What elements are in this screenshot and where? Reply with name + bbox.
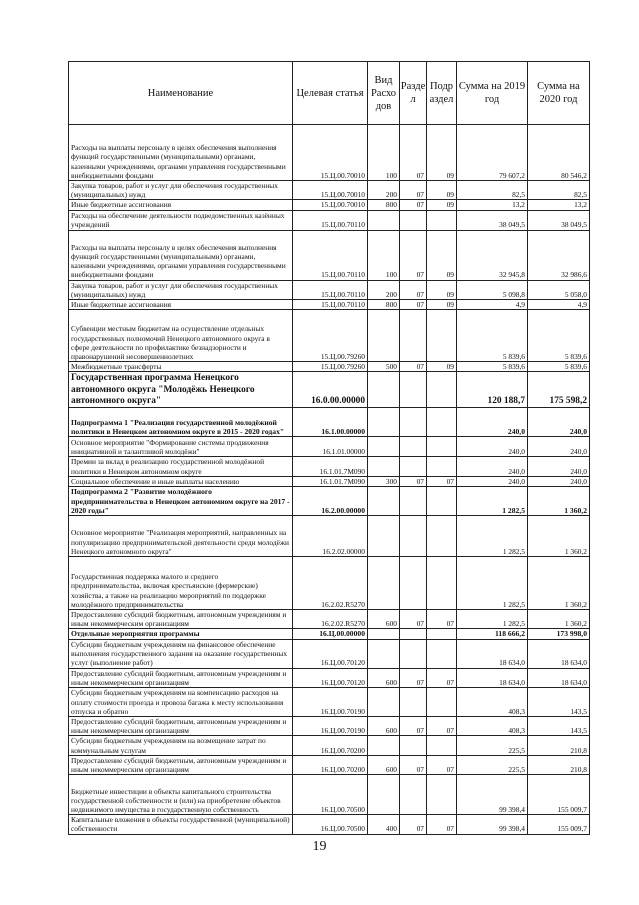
row-name-cell: Предоставление субсидий бюджетным, автономным учреждениям и иным некоммерческим организациям bbox=[69, 610, 293, 629]
row-name-cell: Закупка товаров, работ и услуг для обеспечения государственных (муниципальных) нужд bbox=[69, 181, 293, 200]
table-row bbox=[69, 755, 590, 774]
row-expense-type-cell: 800 bbox=[368, 300, 400, 310]
row-sum-2019-cell: 82,5 bbox=[457, 181, 528, 200]
row-sum-2019-cell: 1 282,5 bbox=[457, 610, 528, 629]
row-name-cell: Премии за вклад в реализацию государственной молодёжной политики в Ненецком автономном округе bbox=[69, 457, 293, 476]
row-sum-2020-cell: 80 546,2 bbox=[528, 125, 590, 181]
row-expense-type-cell bbox=[368, 688, 400, 717]
row-sum-2019-cell: 1 282,5 bbox=[457, 557, 528, 610]
row-name-cell: Подпрограмма 1 "Реализация государственной молодёжной политики в Ненецком автономном округе в 2015 - 2020 годах" bbox=[69, 408, 293, 437]
row-subsection-cell bbox=[427, 310, 457, 362]
row-sum-2020-cell: 210,8 bbox=[528, 736, 590, 755]
row-sum-2020-cell: 18 634,0 bbox=[528, 668, 590, 687]
row-section-cell bbox=[400, 516, 427, 557]
budget-table bbox=[68, 61, 590, 835]
row-target-cell: 16.Ц.00.70190 bbox=[293, 688, 368, 717]
row-target-cell: 16.Ц.00.70200 bbox=[293, 736, 368, 755]
row-sum-2019-cell: 18 634,0 bbox=[457, 639, 528, 668]
row-section-cell bbox=[400, 775, 427, 815]
row-name-cell: Капитальные вложения в объекты государственной (муниципальной) собственности bbox=[69, 815, 293, 834]
row-sum-2019-cell: 408,3 bbox=[457, 717, 528, 736]
table-row bbox=[69, 476, 590, 486]
row-subsection-cell: 07 bbox=[427, 476, 457, 486]
row-sum-2019-cell: 4,9 bbox=[457, 300, 528, 310]
row-sum-2019-cell: 79 607,2 bbox=[457, 125, 528, 181]
row-subsection-cell bbox=[427, 688, 457, 717]
row-sum-2019-cell: 240,0 bbox=[457, 457, 528, 476]
row-expense-type-cell bbox=[368, 736, 400, 755]
table-row bbox=[69, 230, 590, 280]
row-subsection-cell bbox=[427, 210, 457, 230]
row-expense-type-cell bbox=[368, 310, 400, 362]
table-row bbox=[69, 437, 590, 457]
row-target-cell: 16.2.00.00000 bbox=[293, 487, 368, 516]
row-expense-type-cell bbox=[368, 557, 400, 610]
row-section-cell: 07 bbox=[400, 230, 427, 280]
row-name-cell: Социальное обеспечение и иные выплаты населению bbox=[69, 476, 293, 486]
row-subsection-cell: 09 bbox=[427, 362, 457, 372]
row-sum-2020-cell: 240,0 bbox=[528, 437, 590, 457]
row-sum-2019-cell: 5 098,8 bbox=[457, 280, 528, 299]
row-sum-2019-cell: 408,3 bbox=[457, 688, 528, 717]
row-sum-2019-cell: 32 945,8 bbox=[457, 230, 528, 280]
row-name-cell: Расходы на выплаты персоналу в целях обеспечения выполнения функций государственными (муниципальными) органами, казенными учреждениями, органами управления государственными внебюджетными фондами bbox=[69, 125, 293, 181]
row-expense-type-cell: 600 bbox=[368, 755, 400, 774]
row-sum-2020-cell: 240,0 bbox=[528, 457, 590, 476]
row-sum-2020-cell: 175 598,2 bbox=[528, 372, 590, 408]
row-section-cell bbox=[400, 736, 427, 755]
row-target-cell: 16.2.02.R5270 bbox=[293, 610, 368, 629]
row-sum-2019-cell: 225,5 bbox=[457, 755, 528, 774]
page-number: 19 bbox=[312, 839, 327, 854]
row-subsection-cell bbox=[427, 736, 457, 755]
row-section-cell: 07 bbox=[400, 755, 427, 774]
row-target-cell: 16.2.02.R5270 bbox=[293, 557, 368, 610]
header-sum-2020: Сумма на 2020 год bbox=[528, 62, 590, 125]
row-target-cell: 15.Ц.00.70110 bbox=[293, 280, 368, 299]
row-name-cell: Субсидии бюджетным учреждениям на компенсацию расходов на оплату стоимости проезда и провоза багажа к месту использования отпуска и обратно bbox=[69, 688, 293, 717]
row-name-cell: Субсидии бюджетным учреждениям на финансовое обеспечение выполнения государственного задания на оказание государственных услуг (выполнение работ) bbox=[69, 639, 293, 668]
row-target-cell: 15.Ц.00.70010 bbox=[293, 200, 368, 210]
table-row bbox=[69, 200, 590, 210]
table-row bbox=[69, 408, 590, 437]
row-section-cell: 07 bbox=[400, 362, 427, 372]
row-subsection-cell bbox=[427, 557, 457, 610]
row-sum-2020-cell: 210,8 bbox=[528, 755, 590, 774]
row-expense-type-cell: 200 bbox=[368, 280, 400, 299]
row-expense-type-cell: 600 bbox=[368, 668, 400, 687]
row-subsection-cell: 07 bbox=[427, 755, 457, 774]
row-sum-2020-cell: 1 360,2 bbox=[528, 557, 590, 610]
row-expense-type-cell: 200 bbox=[368, 181, 400, 200]
row-target-cell: 16.0.00.00000 bbox=[293, 372, 368, 408]
row-name-cell: Субвенции местным бюджетам на осуществление отдельных государственных полномочий Ненецкого автономного округа в сфере деятельности по профилактике безнадзорности и правонарушений несовершеннолетних bbox=[69, 310, 293, 362]
row-sum-2020-cell: 143,5 bbox=[528, 717, 590, 736]
row-subsection-cell: 09 bbox=[427, 181, 457, 200]
row-target-cell: 16.Ц.00.70500 bbox=[293, 815, 368, 834]
row-sum-2020-cell: 155 009,7 bbox=[528, 815, 590, 834]
row-sum-2020-cell: 1 360,2 bbox=[528, 487, 590, 516]
table-row bbox=[69, 815, 590, 834]
row-expense-type-cell bbox=[368, 457, 400, 476]
row-subsection-cell bbox=[427, 457, 457, 476]
row-subsection-cell: 09 bbox=[427, 280, 457, 299]
row-sum-2019-cell: 1 282,5 bbox=[457, 516, 528, 557]
row-sum-2019-cell: 1 282,5 bbox=[457, 487, 528, 516]
table-row bbox=[69, 629, 590, 639]
row-sum-2020-cell: 13,2 bbox=[528, 200, 590, 210]
row-target-cell: 15.Ц.00.70110 bbox=[293, 300, 368, 310]
row-name-cell: Предоставление субсидий бюджетным, автономным учреждениям и иным некоммерческим организациям bbox=[69, 755, 293, 774]
row-subsection-cell bbox=[427, 372, 457, 408]
row-sum-2019-cell: 18 634,0 bbox=[457, 668, 528, 687]
row-section-cell bbox=[400, 437, 427, 457]
row-expense-type-cell bbox=[368, 487, 400, 516]
table-row bbox=[69, 310, 590, 362]
row-sum-2020-cell: 38 049,5 bbox=[528, 210, 590, 230]
row-sum-2020-cell: 82,5 bbox=[528, 181, 590, 200]
row-subsection-cell: 07 bbox=[427, 610, 457, 629]
row-subsection-cell bbox=[427, 437, 457, 457]
row-name-cell: Предоставление субсидий бюджетным, автономным учреждениям и иным некоммерческим организациям bbox=[69, 717, 293, 736]
row-name-cell: Иные бюджетные ассигнования bbox=[69, 300, 293, 310]
row-section-cell: 07 bbox=[400, 668, 427, 687]
row-target-cell: 16.1.00.00000 bbox=[293, 408, 368, 437]
row-subsection-cell: 07 bbox=[427, 815, 457, 834]
row-target-cell: 16.Ц.00.00000 bbox=[293, 629, 368, 639]
row-subsection-cell: 09 bbox=[427, 200, 457, 210]
row-name-cell: Государственная программа Ненецкого автономного округа "Молодёжь Ненецкого автономного округа" bbox=[69, 372, 293, 408]
row-section-cell: 07 bbox=[400, 280, 427, 299]
row-sum-2019-cell: 99 398,4 bbox=[457, 775, 528, 815]
row-section-cell: 07 bbox=[400, 181, 427, 200]
row-subsection-cell bbox=[427, 408, 457, 437]
row-sum-2020-cell: 32 986,6 bbox=[528, 230, 590, 280]
row-name-cell: Основное мероприятие "Реализация мероприятий, направленных на популяризацию предпринимательской деятельности среди молодёжи Ненецкого автономного округа" bbox=[69, 516, 293, 557]
row-sum-2019-cell: 38 049,5 bbox=[457, 210, 528, 230]
row-expense-type-cell bbox=[368, 437, 400, 457]
row-name-cell: Межбюджетные трансферты bbox=[69, 362, 293, 372]
row-expense-type-cell: 600 bbox=[368, 610, 400, 629]
row-target-cell: 16.Ц.00.70120 bbox=[293, 668, 368, 687]
row-expense-type-cell: 800 bbox=[368, 200, 400, 210]
row-subsection-cell bbox=[427, 516, 457, 557]
row-target-cell: 16.Ц.00.70200 bbox=[293, 755, 368, 774]
row-sum-2020-cell: 155 009,7 bbox=[528, 775, 590, 815]
row-section-cell: 07 bbox=[400, 200, 427, 210]
table-row bbox=[69, 717, 590, 736]
row-name-cell: Основное мероприятие "Формирование системы продвижения инициативной и талантливой молодёжи" bbox=[69, 437, 293, 457]
row-sum-2019-cell: 240,0 bbox=[457, 476, 528, 486]
row-sum-2020-cell: 5 058,0 bbox=[528, 280, 590, 299]
row-expense-type-cell bbox=[368, 372, 400, 408]
row-subsection-cell: 09 bbox=[427, 125, 457, 181]
row-target-cell: 16.2.02.00000 bbox=[293, 516, 368, 557]
row-sum-2020-cell: 240,0 bbox=[528, 476, 590, 486]
row-subsection-cell bbox=[427, 775, 457, 815]
table-row bbox=[69, 610, 590, 629]
table-row bbox=[69, 736, 590, 755]
row-section-cell bbox=[400, 408, 427, 437]
table-row bbox=[69, 181, 590, 200]
table-row bbox=[69, 210, 590, 230]
table-body bbox=[69, 125, 590, 835]
row-section-cell: 07 bbox=[400, 125, 427, 181]
row-name-cell: Государственная поддержка малого и среднего предпринимательства, включая крестьянские (фермерские) хозяйства, а также на реализацию мероприятий по поддержке молодёжного предпринимательства bbox=[69, 557, 293, 610]
header-expense-type: Вид Расхо дов bbox=[368, 62, 400, 125]
row-target-cell: 16.1.01.00000 bbox=[293, 437, 368, 457]
row-name-cell: Расходы на выплаты персоналу в целях обеспечения выполнения функций государственными (муниципальными) органами, казенными учреждениями, органами управления государственными внебюджетными фондами bbox=[69, 230, 293, 280]
row-expense-type-cell: 100 bbox=[368, 125, 400, 181]
row-subsection-cell: 09 bbox=[427, 300, 457, 310]
row-target-cell: 16.1.01.7М090 bbox=[293, 457, 368, 476]
row-sum-2019-cell: 240,0 bbox=[457, 437, 528, 457]
table-row bbox=[69, 639, 590, 668]
table-row bbox=[69, 372, 590, 408]
row-subsection-cell bbox=[427, 639, 457, 668]
row-subsection-cell bbox=[427, 487, 457, 516]
row-name-cell: Отдельные мероприятия программы bbox=[69, 629, 293, 639]
row-target-cell: 16.Ц.00.70190 bbox=[293, 717, 368, 736]
row-sum-2019-cell: 240,0 bbox=[457, 408, 528, 437]
row-sum-2020-cell: 173 998,0 bbox=[528, 629, 590, 639]
row-subsection-cell: 09 bbox=[427, 230, 457, 280]
row-target-cell: 15.Ц.00.70110 bbox=[293, 230, 368, 280]
row-target-cell: 15.Ц.00.70010 bbox=[293, 125, 368, 181]
row-target-cell: 16.1.01.7М090 bbox=[293, 476, 368, 486]
row-section-cell bbox=[400, 629, 427, 639]
table-row bbox=[69, 300, 590, 310]
row-name-cell: Субсидии бюджетным учреждениям на возмещение затрат по коммунальным услугам bbox=[69, 736, 293, 755]
row-name-cell: Закупка товаров, работ и услуг для обеспечения государственных (муниципальных) нужд bbox=[69, 280, 293, 299]
row-sum-2019-cell: 99 398,4 bbox=[457, 815, 528, 834]
row-section-cell bbox=[400, 639, 427, 668]
row-section-cell: 07 bbox=[400, 300, 427, 310]
row-expense-type-cell bbox=[368, 408, 400, 437]
header-sum-2019: Сумма на 2019 год bbox=[457, 62, 528, 125]
header-name: Наименование bbox=[69, 62, 293, 125]
header-section: Разде л bbox=[400, 62, 427, 125]
row-target-cell: 16.Ц.00.70120 bbox=[293, 639, 368, 668]
table-row bbox=[69, 516, 590, 557]
row-expense-type-cell bbox=[368, 775, 400, 815]
header-subsection: Подр аздел bbox=[427, 62, 457, 125]
table-row bbox=[69, 688, 590, 717]
row-section-cell bbox=[400, 557, 427, 610]
row-target-cell: 15.Ц.00.70010 bbox=[293, 181, 368, 200]
row-sum-2020-cell: 4,9 bbox=[528, 300, 590, 310]
row-subsection-cell: 07 bbox=[427, 717, 457, 736]
row-sum-2020-cell: 5 839,6 bbox=[528, 310, 590, 362]
table-row bbox=[69, 668, 590, 687]
row-sum-2020-cell: 143,5 bbox=[528, 688, 590, 717]
table-row bbox=[69, 280, 590, 299]
row-sum-2020-cell: 1 360,2 bbox=[528, 610, 590, 629]
row-target-cell: 15.Ц.00.79260 bbox=[293, 310, 368, 362]
row-section-cell bbox=[400, 372, 427, 408]
table-row bbox=[69, 362, 590, 372]
row-sum-2020-cell: 18 634,0 bbox=[528, 639, 590, 668]
table-row bbox=[69, 457, 590, 476]
row-sum-2019-cell: 120 188,7 bbox=[457, 372, 528, 408]
row-sum-2019-cell: 225,5 bbox=[457, 736, 528, 755]
row-section-cell bbox=[400, 688, 427, 717]
row-sum-2019-cell: 13,2 bbox=[457, 200, 528, 210]
row-sum-2019-cell: 118 666,2 bbox=[457, 629, 528, 639]
table-header-row bbox=[69, 62, 590, 125]
row-target-cell: 16.Ц.00.70500 bbox=[293, 775, 368, 815]
row-sum-2020-cell: 1 360,2 bbox=[528, 516, 590, 557]
row-subsection-cell bbox=[427, 629, 457, 639]
row-expense-type-cell: 400 bbox=[368, 815, 400, 834]
row-section-cell bbox=[400, 310, 427, 362]
table-row bbox=[69, 125, 590, 181]
table-row bbox=[69, 487, 590, 516]
row-expense-type-cell bbox=[368, 210, 400, 230]
row-expense-type-cell bbox=[368, 516, 400, 557]
row-section-cell: 07 bbox=[400, 717, 427, 736]
row-section-cell: 07 bbox=[400, 815, 427, 834]
row-subsection-cell: 07 bbox=[427, 668, 457, 687]
row-section-cell: 07 bbox=[400, 610, 427, 629]
row-name-cell: Бюджетные инвестиции в объекты капитального строительства государственной собственности и (или) на приобретение объектов недвижимого имущества в государственную собственность bbox=[69, 775, 293, 815]
row-expense-type-cell: 500 bbox=[368, 362, 400, 372]
row-name-cell: Предоставление субсидий бюджетным, автономным учреждениям и иным некоммерческим организациям bbox=[69, 668, 293, 687]
row-expense-type-cell: 600 bbox=[368, 717, 400, 736]
row-name-cell: Подпрограмма 2 "Развитие молодёжного предпринимательства в Ненецком автономном округе на 2017 - 2020 годы" bbox=[69, 487, 293, 516]
header-target-article: Целевая статья bbox=[293, 62, 368, 125]
row-sum-2020-cell: 5 839,6 bbox=[528, 362, 590, 372]
row-target-cell: 15.Ц.00.79260 bbox=[293, 362, 368, 372]
row-section-cell bbox=[400, 210, 427, 230]
row-expense-type-cell bbox=[368, 639, 400, 668]
row-sum-2020-cell: 240,0 bbox=[528, 408, 590, 437]
row-section-cell bbox=[400, 487, 427, 516]
row-sum-2019-cell: 5 839,6 bbox=[457, 310, 528, 362]
row-section-cell: 07 bbox=[400, 476, 427, 486]
table-row bbox=[69, 775, 590, 815]
row-name-cell: Расходы на обеспечение деятельности подведомственных казённых учреждений bbox=[69, 210, 293, 230]
row-name-cell: Иные бюджетные ассигнования bbox=[69, 200, 293, 210]
row-section-cell bbox=[400, 457, 427, 476]
row-expense-type-cell: 100 bbox=[368, 230, 400, 280]
row-expense-type-cell bbox=[368, 629, 400, 639]
row-target-cell: 15.Ц.00.70110 bbox=[293, 210, 368, 230]
row-expense-type-cell: 300 bbox=[368, 476, 400, 486]
table-row bbox=[69, 557, 590, 610]
row-sum-2019-cell: 5 839,6 bbox=[457, 362, 528, 372]
